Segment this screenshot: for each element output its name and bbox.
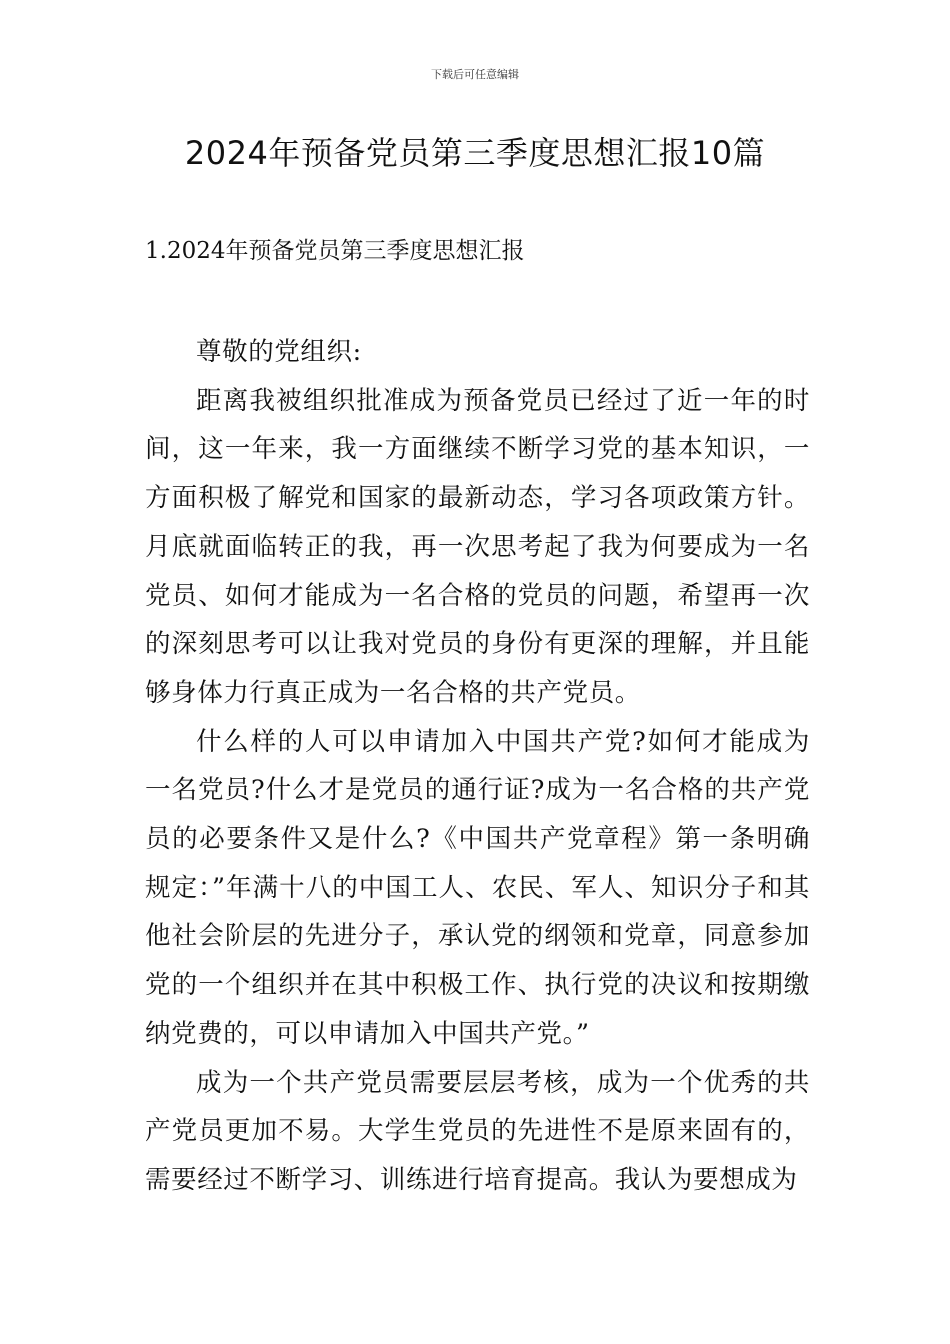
paragraph: 成为一个共产党员需要层层考核，成为一个优秀的共产党员更加不易。大学生党员的先进性不是原来固有的，需要经过不断学习、训练进行培育提高。我认为要想成为	[145, 1067, 810, 1195]
document-title: 2024年预备党员第三季度思想汇报10篇	[184, 134, 766, 172]
document-body	[145, 328, 810, 1205]
paragraph: 什么样的人可以申请加入中国共产党?如何才能成为一名党员?什么才是党员的通行证?成为一名合格的共产党员的必要条件又是什么?《中国共产党章程》第一条明确规定：”年满十八的中国工人、农民、军人、知识分子和其他社会阶层的先进分子，承认党的纲领和党章，同意参加党的一个组织并在其中积极工作、执行党的决议和按期缴纳党费的，可以申请加入中国共产党。”	[145, 726, 810, 1049]
salutation: 尊敬的党组织:	[196, 337, 362, 367]
paragraph: 距离我被组织批准成为预备党员已经过了近一年的时间，这一年来，我一方面继续不断学习党的基本知识，一方面积极了解党和国家的最新动态，学习各项政策方针。月底就面临转正的我，再一次思考起了我为何要成为一名党员、如何才能成为一名合格的党员的问题，希望再一次的深刻思考可以让我对党员的身份有更深的理解，并且能够身体力行真正成为一名合格的共产党员。	[145, 385, 810, 708]
header-note: 下载后可任意编辑	[431, 68, 519, 81]
section-heading: 1.2024年预备党员第三季度思想汇报	[145, 238, 525, 264]
